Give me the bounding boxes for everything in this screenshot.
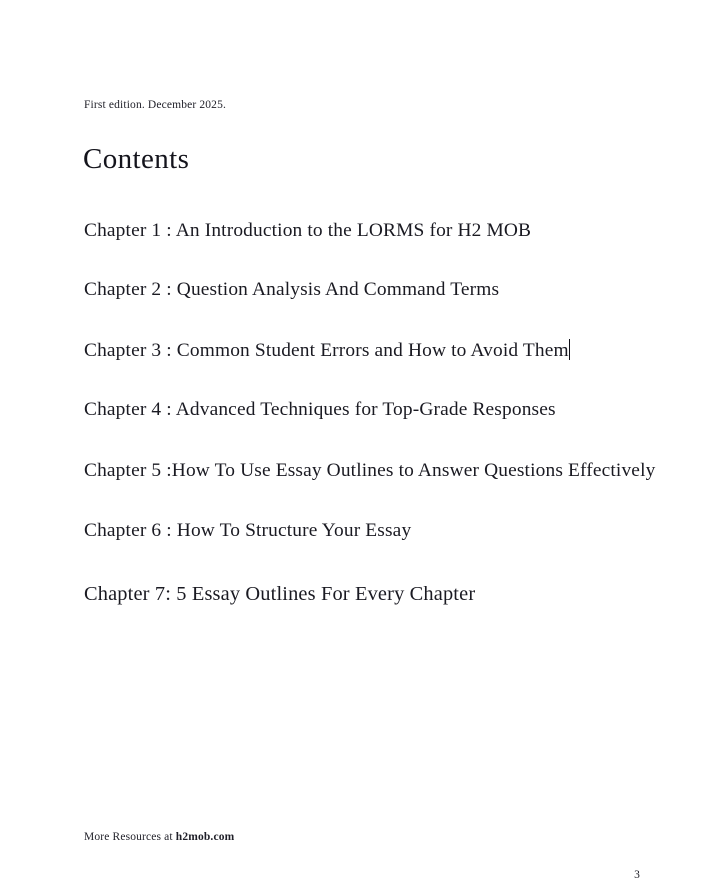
toc-entry-chapter-5[interactable] xyxy=(84,460,655,482)
text-cursor-caret xyxy=(569,339,570,360)
page-number: 3 xyxy=(634,869,640,881)
toc-entry-chapter-6[interactable] xyxy=(84,520,411,542)
toc-entry-chapter-3[interactable] xyxy=(84,339,570,362)
toc-entry-chapter-4[interactable] xyxy=(84,399,556,421)
toc-entry-label: Chapter 5 :How To Use Essay Outlines to Answer Questions Effectively xyxy=(84,460,656,481)
toc-entry-label: Chapter 2 : Question Analysis And Command Terms xyxy=(84,279,500,300)
edition-line: First edition. December 2025. xyxy=(84,99,227,111)
footer-site-link[interactable]: h2mob.com xyxy=(175,831,235,843)
footer-prefix: More Resources at xyxy=(84,831,176,843)
toc-entry-label: Chapter 3 : Common Student Errors and How to Avoid Them xyxy=(84,340,569,361)
toc-entry-label: Chapter 7: 5 Essay Outlines For Every Chapter xyxy=(84,583,476,605)
toc-entry-label: Chapter 6 : How To Structure Your Essay xyxy=(84,520,412,541)
page-title: Contents xyxy=(83,143,190,175)
toc-entry-chapter-1[interactable] xyxy=(84,220,531,242)
toc-entry-chapter-2[interactable] xyxy=(84,279,499,301)
toc-entry-label: Chapter 4 : Advanced Techniques for Top-Grade Responses xyxy=(84,399,556,420)
toc-entry-chapter-7[interactable] xyxy=(84,583,475,606)
toc-entry-label: Chapter 1 : An Introduction to the LORMS for H2 MOB xyxy=(84,220,532,241)
footer-note xyxy=(84,831,234,843)
